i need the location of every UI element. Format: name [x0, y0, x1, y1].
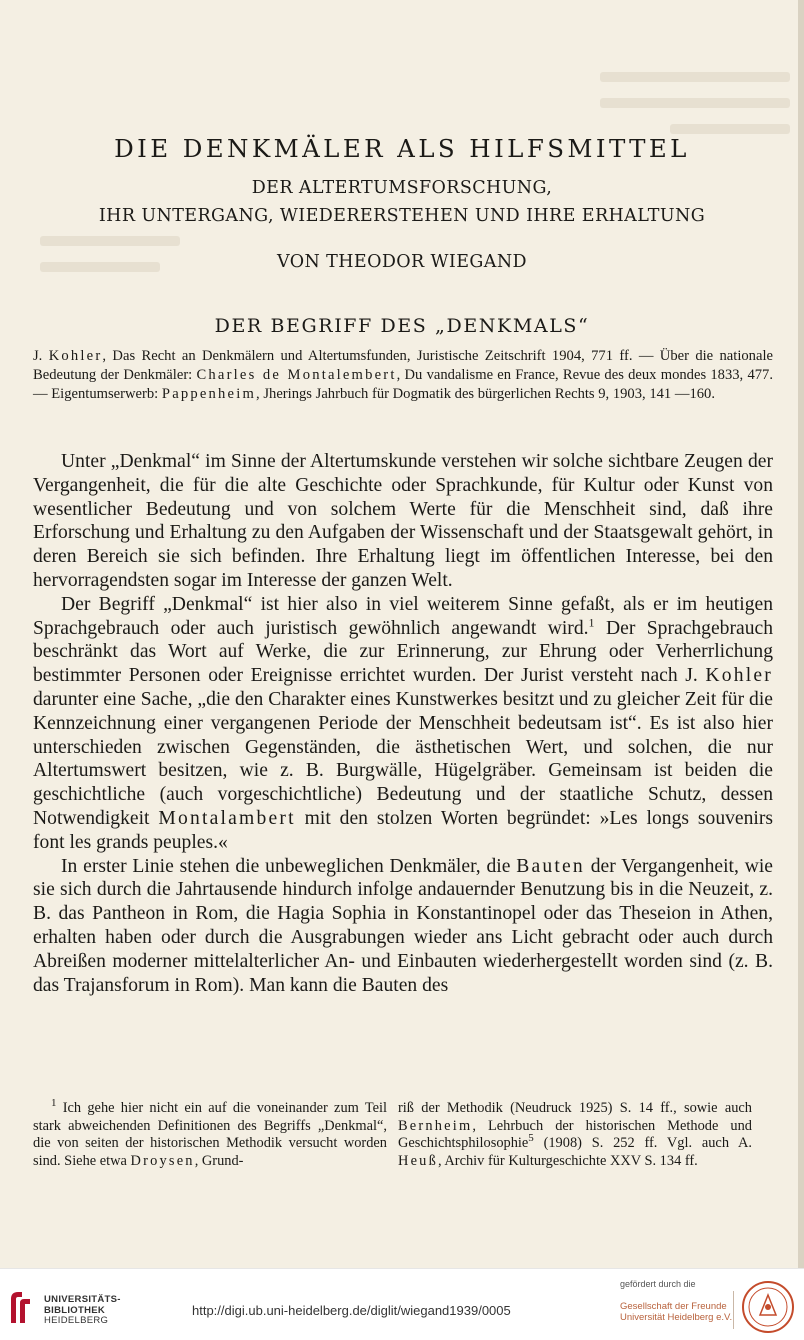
footnote-ref: 1 [588, 615, 595, 630]
sponsor-label: gefördert durch die [620, 1279, 696, 1289]
footnote-right-column: riß der Methodik (Neudruck 1925) S. 14 ff., sowie auch Bernheim, Lehrbuch der historischen Methode und Geschichtsphilosophie$^5$ (1908) S. 252 ff. Vgl. auch A. Heuß, Archiv für Kulturgeschichte XXV S. 134 ff. [398, 1100, 752, 1169]
viewer-footer [0, 1268, 804, 1340]
section-heading: DER BEGRIFF DES „DENKMALS“ [214, 315, 590, 337]
sponsor-name: Gesellschaft der Freunde Universität Heidelberg e.V. [620, 1301, 733, 1323]
page-title: DIE DENKMÄLER ALS HILFSMITTEL [114, 134, 690, 163]
library-logo-icon [8, 1289, 36, 1325]
footer-divider [733, 1291, 734, 1329]
paragraph: In erster Linie stehen die unbeweglichen Denkmäler, die Bauten der Vergangenheit, wie sie sich durch die Jahrtausende hindurch infolge andauernder Benutzung bis in die Neuzeit, z. B. das Pantheon in Rom, die Hagia Sophia in Konstantinopel oder das Theseion in Athen, erhalten haben oder durch die Ausgrabungen wieder ans Licht gebracht oder auch durch Abreißen moderner mittelalterlicher An- und Einbauten wiederhergestellt worden sind (z. B. das Trajansforum in Rom). Man kann die Bauten des [33, 855, 773, 996]
permalink-url[interactable]: http://digi.ub.uni-heidelberg.de/diglit/wiegand1939/0005 [192, 1303, 511, 1318]
scan-edge [798, 0, 804, 1268]
footnote-left-column: $^1$ Ich gehe hier nicht ein auf die voneinander zum Teil stark abweichenden Definitionen des Begriffs „Denkmal“, die von seiten der historischen Methodik versucht worden sind. Siehe etwa Droysen, Grund- [33, 1097, 387, 1169]
page-subtitle: DER ALTERTUMSFORSCHUNG, [251, 178, 553, 198]
show-through-line [600, 98, 790, 108]
footnote-number: 1 [51, 1097, 57, 1110]
show-through-line [670, 124, 790, 134]
show-through-line [40, 236, 180, 246]
paragraph: Der Begriff „Denkmal“ ist hier also in viel weiterem Sinne gefaßt, als er im heutigen Sprachgebrauch oder auch juristisch gewöhnlich angewandt wird.$^1$ Der Sprachgebrauch beschränkt das Wort auf Werke, die zur Erinnerung, zur Ehrung oder Verherrlichung bestimmter Personen oder Ereignisse errichtet wurden. Der Jurist versteht nach J. Kohler darunter eine Sache, „die den Charakter eines Kunstwerkes besitzt und zu gleicher Zeit für die Kennzeichnung einer vergangenen Periode der Menschheit bedeutsam ist“. Es ist also hier unterschieden zwischen Gegenständen, die ästhetischen Wert, und solchen, die nur Altertumswert besitzen, wie z. B. Burgwälle, Hügelgräber. Gemeinsam ist beiden die geschichtliche (auch vorgeschichtliche) Bedeutung und der staatliche Schutz, dessen Notwendigkeit Montalambert mit den stolzen Worten begründet: »Les longs souvenirs font les grands peuples.« [33, 593, 773, 853]
bibliography-note: J. Kohler, Das Recht an Denkmälern und Altertumsfunden, Juristische Zeitschrift 1904, 771 ff. — Über die nationale Bedeutung der Denkmäler: Charles de Montalembert, Du vandalisme en France, Revue des deux mondes 1833, 477. — Eigentumserwerb: Pappenheim, Jherings Jahrbuch für Dogmatik des bürgerlichen Rechts 9, 1903, 141 —160. [33, 348, 773, 402]
page-subtitle: IHR UNTERGANG, WIEDERERSTEHEN UND IHRE ERHALTUNG [98, 206, 706, 226]
paragraph: Unter „Denkmal“ im Sinne der Altertumskunde verstehen wir solche sichtbare Zeugen der Vergangenheit, die für die alte Geschichte oder Sprachkunde, für Kultur oder Kunst von wesentlicher Bedeutung und von solchem Werte für die Menschheit sind, daß ihre Erforschung und Erhaltung zu den Aufgaben der Wissenschaft und der Staatsgewalt gehört, in deren Bereich sie sich befinden. Ihre Erhaltung liegt im öffentlichen Interesse, bei den hervorragendsten sogar im Interesse der ganzen Welt. [33, 451, 773, 591]
main-text [33, 450, 773, 997]
library-name: UNIVERSITÄTS- BIBLIOTHEK HEIDELBERG [44, 1294, 121, 1326]
author-line: VON THEODOR WIEGAND [277, 252, 527, 272]
university-seal-icon [740, 1279, 796, 1335]
show-through-line [600, 72, 790, 82]
